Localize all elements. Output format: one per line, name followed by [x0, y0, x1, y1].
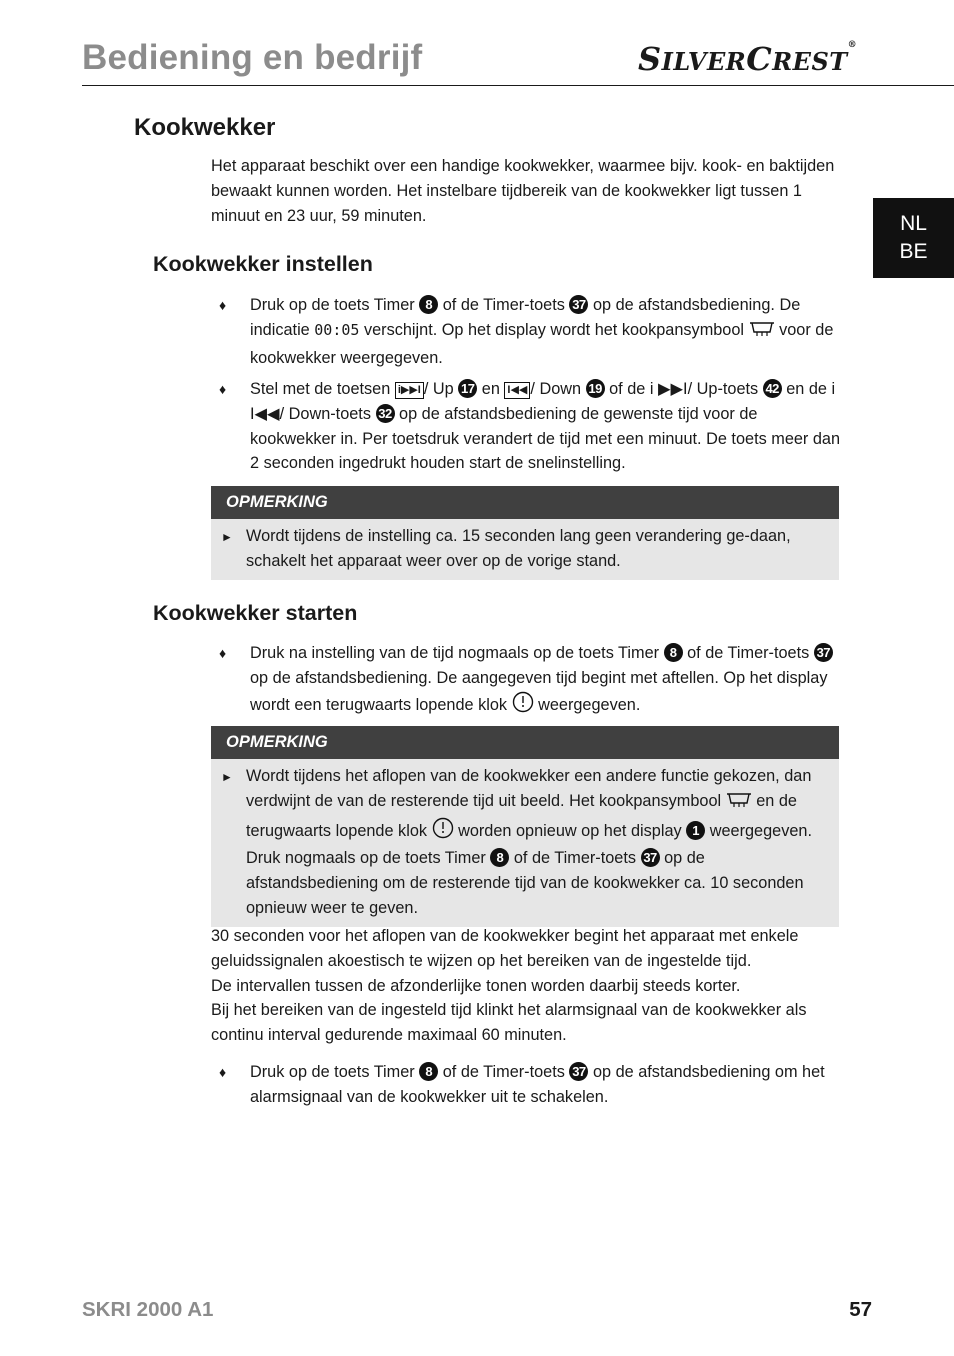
- subsection-title-starten: Kookwekker starten: [153, 601, 358, 625]
- section-title: Kookwekker: [134, 114, 276, 141]
- note-text: Wordt tijdens de instelling ca. 15 seconden lang geen verandering ge-daan, schakelt het apparaat weer over op de vorige stand.: [246, 527, 791, 570]
- list-item: ♦ Stel met de toetsen i▶▶I / Up 17 en I◀◀ / Down 19 of de i ▶▶I/ Up-toets 42 en de i I◀◀/ Down-toets 32 op de afstandsbediening de gewenste tijd voor de kookwekker in. Per toetsdruk verandert de tijd met een minuut. De toets meer dan 2 seconden ingedrukt houden start de snelinstelling.: [211, 377, 841, 476]
- lang-nl: NL: [900, 212, 927, 235]
- number-badge: 37: [569, 1062, 588, 1081]
- number-badge: 37: [814, 643, 833, 662]
- body-paragraph: 30 seconden voor het aflopen van de kookwekker begint het apparaat met enkele geluidssignalen akoestisch te wijzen op het bereiken van de ingestelde tijd. De intervallen tussen de afzonderlijke tonen worden daarbij steeds korter. Bij het bereiken van de ingesteld tijd klinkt het alarmsignaal van de kookwekker als continu interval gedurende maximaal 60 minuten.: [211, 927, 807, 1045]
- header-divider: [82, 85, 954, 86]
- next-key-icon: i▶▶I: [395, 382, 424, 399]
- note-box: [211, 726, 839, 927]
- note-box: [211, 486, 839, 580]
- number-badge: 8: [490, 848, 509, 867]
- display-readout: 00:05: [314, 320, 360, 339]
- note-label: OPMERKING: [211, 486, 839, 519]
- clock-icon: [432, 817, 454, 847]
- subsection-title-instellen: Kookwekker instellen: [153, 252, 373, 276]
- cooking-pot-icon: [749, 320, 775, 346]
- number-badge: 17: [458, 379, 477, 398]
- number-badge: 19: [586, 379, 605, 398]
- bullet-icon: ♦: [219, 645, 227, 661]
- number-badge: 37: [569, 295, 588, 314]
- number-badge: 32: [376, 404, 395, 423]
- note-text: Wordt tijdens het aflopen van de kookwekker een andere functie gekozen, dan verdwijnt de van de resterende tijd uit beeld. Het kookpansymbool en de terugwaarts lopende klok worden opnieuw op het display 1 weergegeven. Druk nogmaals op de toets Timer 8 of de Timer-toets 37 op de afstandsbediening om de resterende tijd van de kookwekker ca. 10 seconden opnieuw weer te geven.: [246, 767, 812, 917]
- arrow-icon: ►: [221, 530, 233, 544]
- previous-key-icon: I◀◀: [504, 382, 530, 399]
- number-badge: 37: [641, 848, 660, 867]
- model-number: SKRI 2000 A1: [82, 1298, 214, 1321]
- clock-icon: [512, 691, 534, 721]
- bullet-icon: ♦: [219, 297, 227, 313]
- number-badge: 8: [664, 643, 683, 662]
- page-number: 57: [849, 1298, 872, 1321]
- note-label: OPMERKING: [211, 726, 839, 759]
- number-badge: 1: [686, 821, 705, 840]
- list-item: ♦ Druk na instelling van de tijd nogmaals op de toets Timer 8 of de Timer-toets 37 op de afstandsbediening. De aangegeven tijd begint met aftellen. Op het display wordt een terugwaarts lopende klok weergegeven.: [211, 641, 841, 720]
- silvercrest-logo: SILVERCREST®: [638, 40, 858, 78]
- language-tab: [873, 198, 954, 278]
- previous-icon: I◀◀: [250, 404, 280, 423]
- arrow-icon: ►: [221, 770, 233, 784]
- number-badge: 8: [419, 1062, 438, 1081]
- lang-be: BE: [899, 240, 928, 263]
- cooking-pot-icon: [726, 791, 752, 817]
- intro-paragraph: Het apparaat beschikt over een handige kookwekker, waarmee bijv. kook- en baktijden bewaakt kunnen worden. Het instelbare tijdbereik van de kookwekker ligt tussen 1 minuut en 23 uur, 59 minuten.: [211, 157, 835, 225]
- number-badge: 42: [763, 379, 782, 398]
- bullet-icon: ♦: [219, 1064, 227, 1080]
- next-icon: ▶▶I: [658, 380, 688, 398]
- bullet-icon: ♦: [219, 381, 227, 397]
- number-badge: 8: [419, 295, 438, 314]
- list-item: ♦ Druk op de toets Timer 8 of de Timer-toets 37 op de afstandsbediening om het alarmsignaal van de kookwekker uit te schakelen.: [211, 1060, 841, 1110]
- page-title: Bediening en bedrijf: [82, 38, 423, 77]
- list-item: ♦ Druk op de toets Timer 8 of de Timer-toets 37 op de afstandsbediening. De indicatie 00:05 verschijnt. Op het display wordt het kookpansymbool voor de kookwekker weergegeven.: [211, 293, 841, 370]
